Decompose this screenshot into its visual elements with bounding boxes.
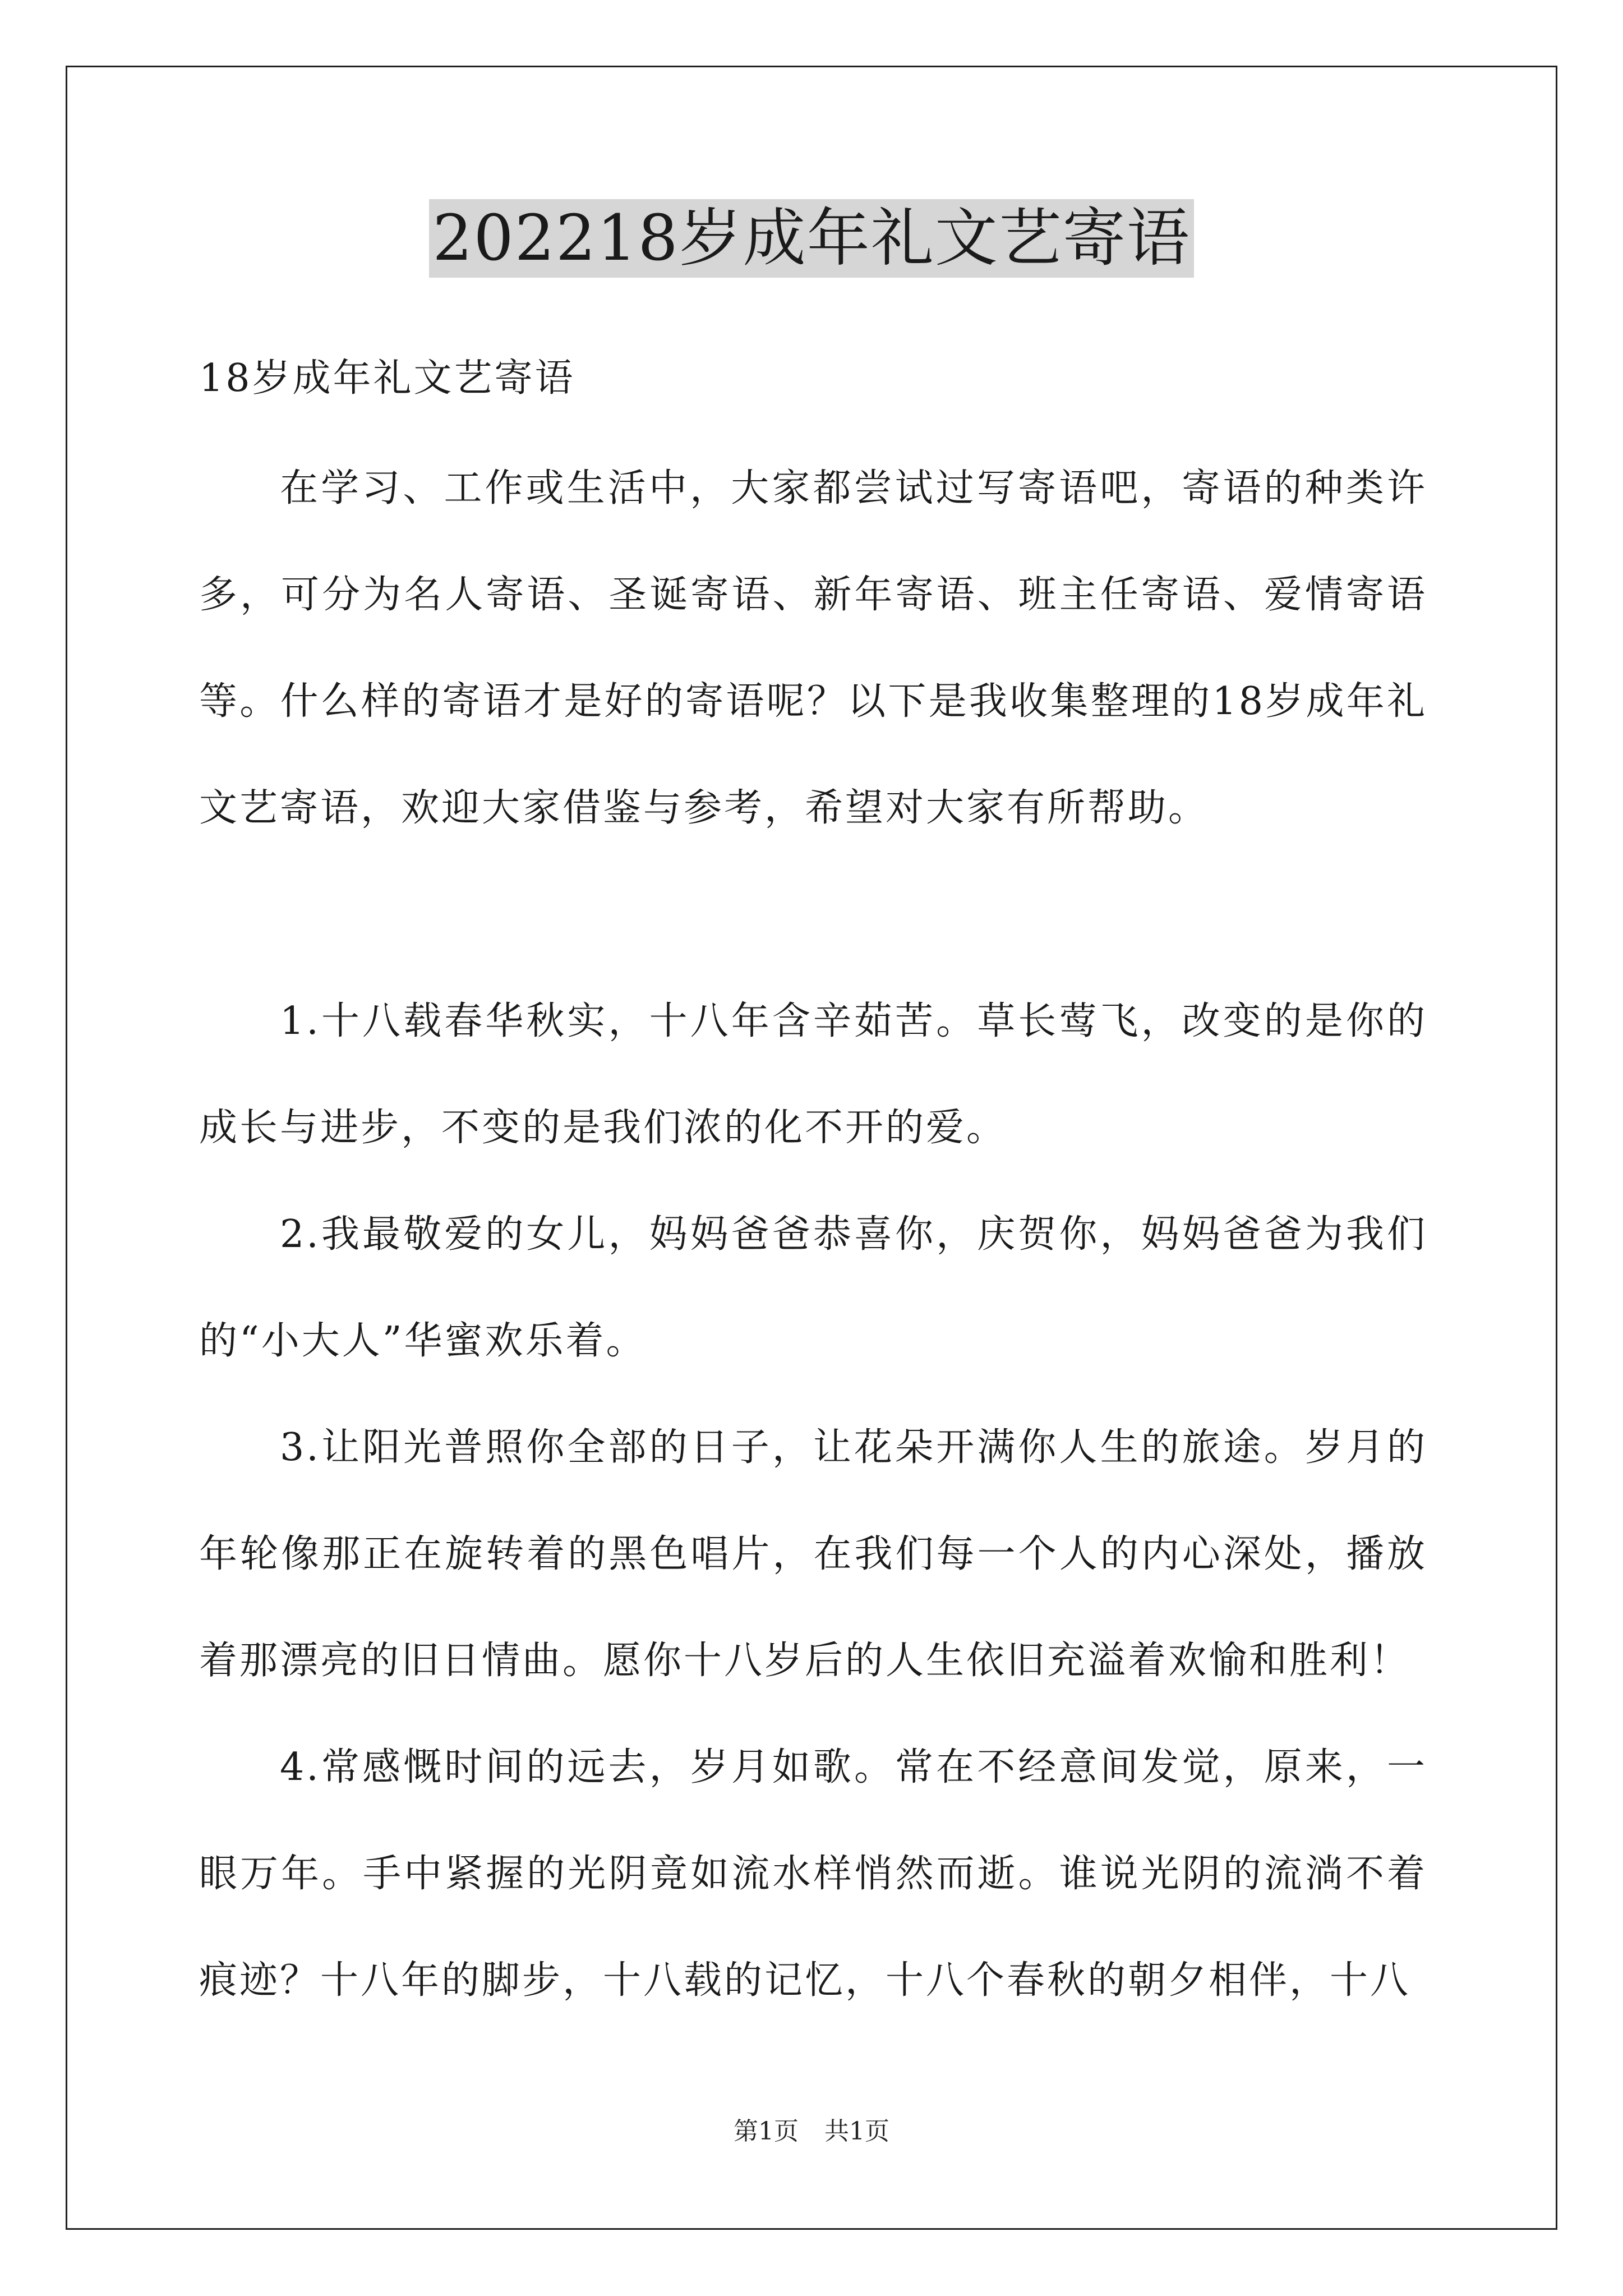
blessing-item-3: 3.让阳光普照你全部的日子，让花朵开满你人生的旅途。岁月的年轮像那正在旋转着的黑色唱片，在我们每一个人的内心深处，播放着那漂亮的旧日情曲。愿你十八岁后的人生依旧充溢着欢愉和胜利！ <box>199 1425 1427 1683</box>
blessing-item-1: 1.十八载春华秋实，十八年含辛茹苦。草长莺飞，改变的是你的成长与进步，不变的是我们浓的化不开的爱。 <box>199 999 1427 1150</box>
blessing-item-2: 2.我最敬爱的女儿，妈妈爸爸恭喜你，庆贺你，妈妈爸爸为我们的“小大人”华蜜欢乐着。 <box>199 1212 1427 1363</box>
page-footer <box>0 2115 1623 2148</box>
paragraph-gap <box>199 862 1427 968</box>
document-body <box>199 342 1427 2034</box>
document-subtitle: 18岁成年礼文艺寄语 <box>199 356 575 401</box>
intro-paragraph: 在学习、工作或生活中，大家都尝试过写寄语吧，寄语的种类许多，可分为名人寄语、圣诞寄语、新年寄语、班主任寄语、爱情寄语等。什么样的寄语才是好的寄语呢？以下是我收集整理的18岁成年礼文艺寄语，欢迎大家借鉴与参考，希望对大家有所帮助。 <box>199 466 1427 830</box>
page-total: 共1页 <box>824 2117 889 2146</box>
blessing-item-4: 4.常感慨时间的远去，岁月如歌。常在不经意间发觉，原来，一眼万年。手中紧握的光阴竟如流水样悄然而逝。谁说光阴的流淌不着痕迹？十八年的脚步，十八载的记忆，十八个春秋的朝夕相伴，十八 <box>199 1745 1427 2003</box>
document-title: 202218岁成年礼文艺寄语 <box>429 199 1194 278</box>
title-container <box>0 199 1623 278</box>
page-number: 第1页 <box>734 2117 799 2146</box>
